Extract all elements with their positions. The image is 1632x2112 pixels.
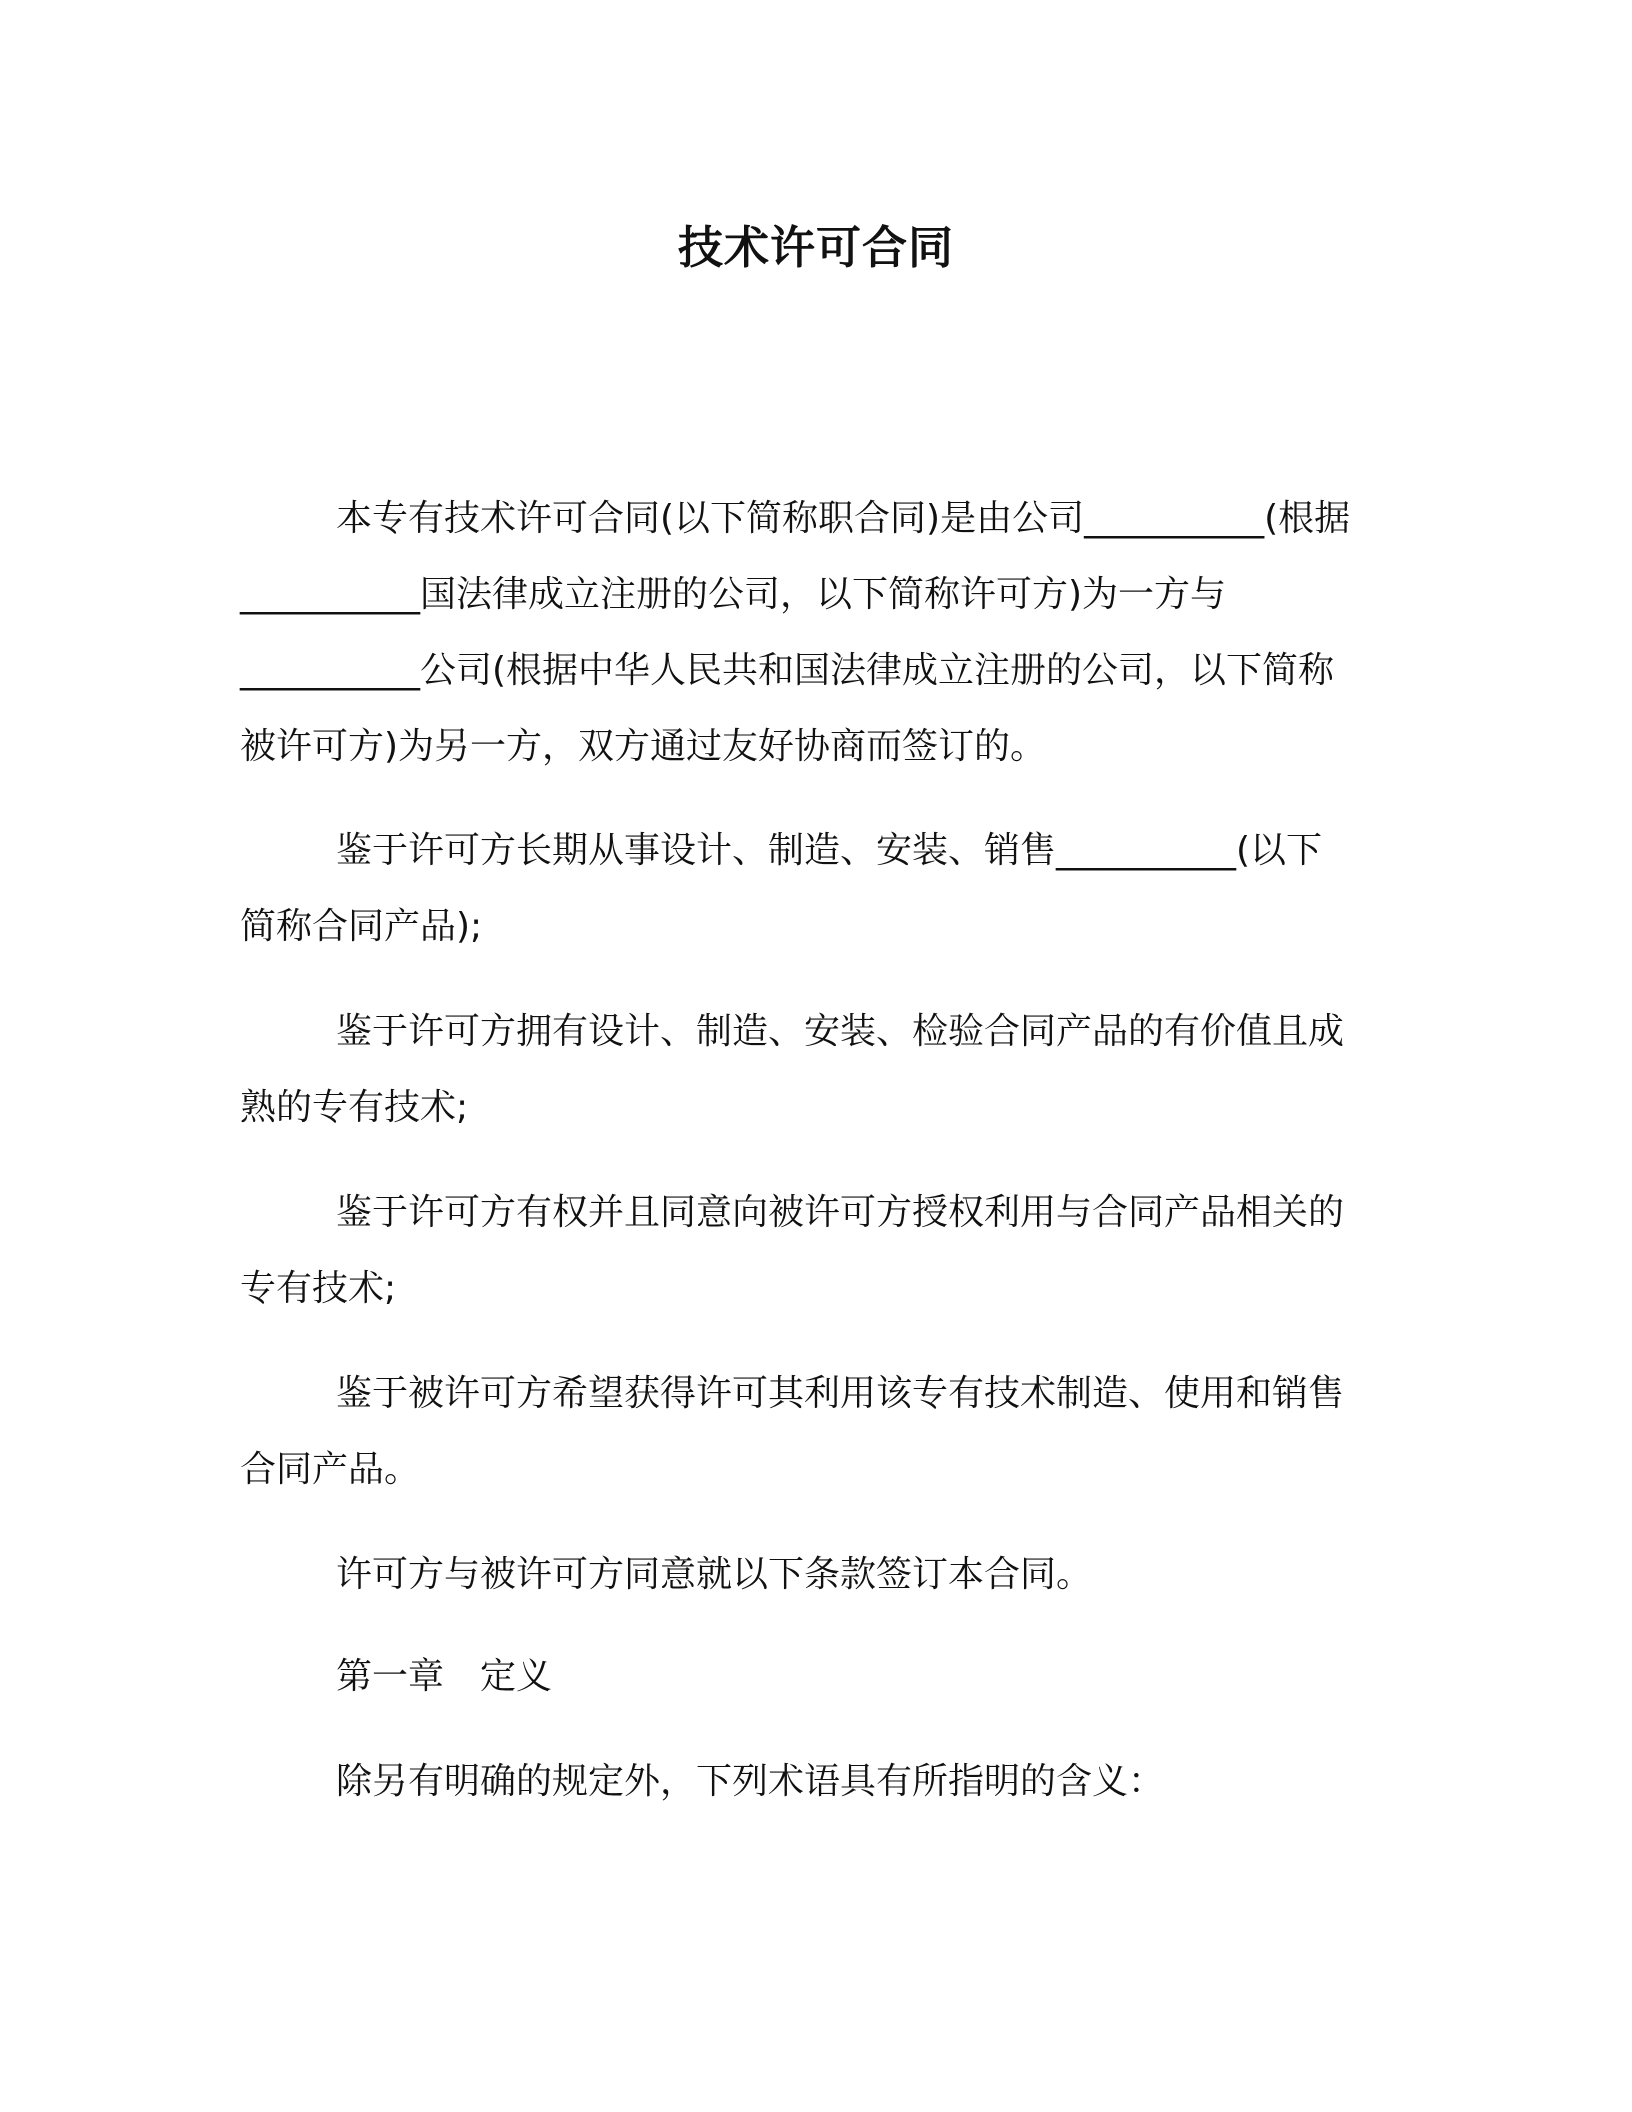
paragraph-line: 本专有技术许可合同(以下简称职合同)是由公司__________(根据	[336, 498, 1351, 539]
paragraph-line: 鉴于许可方拥有设计、制造、安装、检验合同产品的有价值且成	[336, 1011, 1345, 1052]
paragraph-line: 简称合同产品);	[240, 906, 483, 947]
document-title: 技术许可合同	[677, 221, 954, 274]
paragraph-line: 被许可方)为另一方，双方通过友好协商而签订的。	[240, 726, 1047, 767]
paragraph-line: 熟的专有技术;	[240, 1087, 469, 1128]
paragraph-line: 鉴于许可方长期从事设计、制造、安装、销售__________(以下	[336, 830, 1323, 871]
paragraph-line: 鉴于许可方有权并且同意向被许可方授权利用与合同产品相关的	[336, 1192, 1345, 1233]
paragraph-line: __________国法律成立注册的公司，以下简称许可方)为一方与	[240, 574, 1227, 615]
paragraph-line: 鉴于被许可方希望获得许可其利用该专有技术制造、使用和销售	[336, 1373, 1345, 1414]
paragraph-line: 专有技术;	[240, 1268, 397, 1309]
paragraph-line: __________公司(根据中华人民共和国法律成立注册的公司，以下简称	[240, 650, 1335, 691]
paragraph-line: 合同产品。	[240, 1449, 421, 1490]
paragraph-line: 除另有明确的规定外，下列术语具有所指明的含义：	[336, 1761, 1165, 1802]
chapter-heading: 第一章 定义	[336, 1656, 553, 1697]
paragraph-line: 许可方与被许可方同意就以下条款签订本合同。	[336, 1554, 1093, 1595]
